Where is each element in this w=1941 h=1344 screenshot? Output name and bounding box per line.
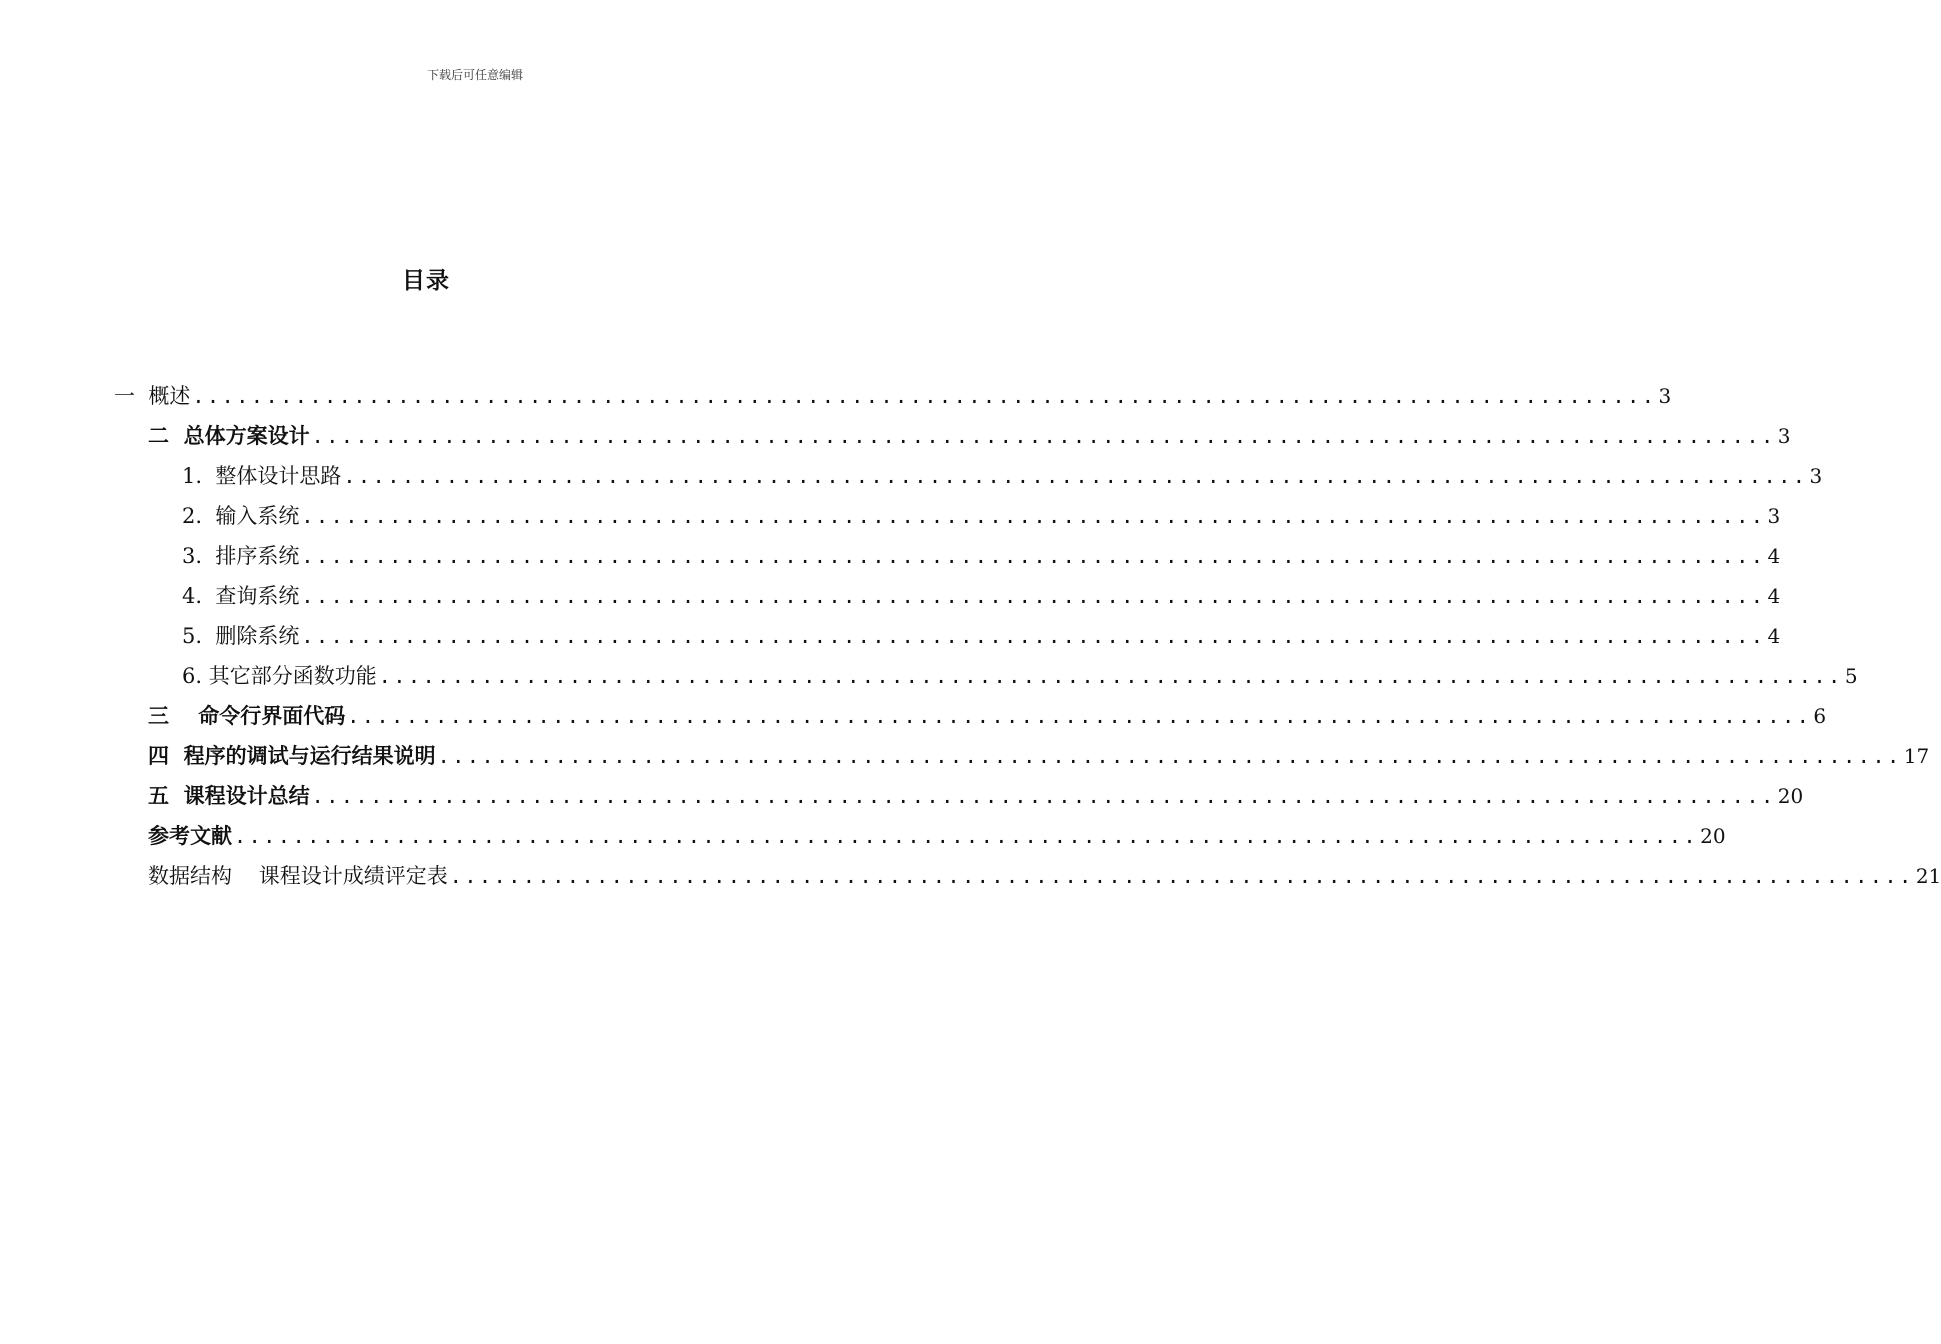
toc-page-number: 5 xyxy=(1844,664,1858,688)
toc-entry-debugging[interactable] xyxy=(148,736,1930,776)
toc-entry-input-system[interactable] xyxy=(182,496,1781,536)
toc-entry-design-idea[interactable] xyxy=(182,456,1823,496)
toc-entry-label: 6. 其它部分函数功能 xyxy=(182,664,377,688)
toc-leader-dots: .................................................................................................... xyxy=(347,704,1812,728)
toc-entry-label: 4. 查询系统 xyxy=(182,584,300,608)
page-header-note: 下载后可任意编辑 xyxy=(426,68,523,82)
toc-entry-label: 3. 排序系统 xyxy=(182,544,300,568)
toc-entry-label: 1. 整体设计思路 xyxy=(182,464,342,488)
toc-page-number: 3 xyxy=(1809,464,1823,488)
toc-page-number: 3 xyxy=(1767,504,1781,528)
toc-entry-overview[interactable] xyxy=(114,376,1672,416)
toc-leader-dots: .................................................................................................... xyxy=(437,744,1902,768)
toc-page-number: 6 xyxy=(1813,704,1827,728)
toc-entry-query-system[interactable] xyxy=(182,576,1781,616)
toc-leader-dots: .................................................................................................... xyxy=(311,784,1776,808)
toc-leader-dots: .................................................................................................... xyxy=(301,544,1766,568)
toc-entry-sort-system[interactable] xyxy=(182,536,1781,576)
toc-entry-label: 2. 输入系统 xyxy=(182,504,300,528)
toc-entry-label: 数据结构 课程设计成绩评定表 xyxy=(148,864,448,888)
toc-entry-label: 5. 删除系统 xyxy=(182,624,300,648)
toc-leader-dots: .................................................................................................... xyxy=(301,584,1766,608)
toc-entry-label: 一 概述 xyxy=(114,384,191,408)
toc-entry-overall-design[interactable] xyxy=(148,416,1791,456)
toc-entry-cli-code[interactable] xyxy=(148,696,1827,736)
toc-page-number: 4 xyxy=(1767,544,1781,568)
toc-page-number: 20 xyxy=(1700,824,1726,848)
toc-entry-label: 参考文献 xyxy=(148,824,232,848)
toc-leader-dots: .................................................................................................... xyxy=(378,664,1843,688)
toc-leader-dots: .................................................................................................... xyxy=(301,624,1766,648)
toc-entry-grading-table[interactable] xyxy=(148,856,1941,896)
toc-page-number: 17 xyxy=(1903,744,1930,768)
toc-entry-delete-system[interactable] xyxy=(182,616,1781,656)
toc-page-number: 4 xyxy=(1767,624,1781,648)
toc-entry-label: 三 命令行界面代码 xyxy=(148,704,346,728)
toc-entry-references[interactable] xyxy=(148,816,1726,856)
toc-page-number: 3 xyxy=(1658,384,1672,408)
toc-leader-dots: .................................................................................................... xyxy=(343,464,1808,488)
toc-title: 目录 xyxy=(402,268,450,294)
toc-entry-label: 五 课程设计总结 xyxy=(148,784,310,808)
toc-entry-other-functions[interactable] xyxy=(182,656,1858,696)
toc-entry-summary[interactable] xyxy=(148,776,1804,816)
toc-leader-dots: .................................................................................................... xyxy=(301,504,1766,528)
toc-entry-label: 二 总体方案设计 xyxy=(148,424,310,448)
toc-leader-dots: .................................................................................................... xyxy=(311,424,1776,448)
toc-leader-dots: .................................................................................................... xyxy=(192,384,1657,408)
toc-page-number: 3 xyxy=(1777,424,1791,448)
toc-leader-dots: .................................................................................................... xyxy=(449,864,1914,888)
toc-entry-label: 四 程序的调试与运行结果说明 xyxy=(148,744,436,768)
toc-page-number: 20 xyxy=(1777,784,1804,808)
toc-page-number: 21 xyxy=(1915,864,1941,888)
toc-page-number: 4 xyxy=(1767,584,1781,608)
toc-leader-dots: .................................................................................................... xyxy=(234,824,1699,848)
